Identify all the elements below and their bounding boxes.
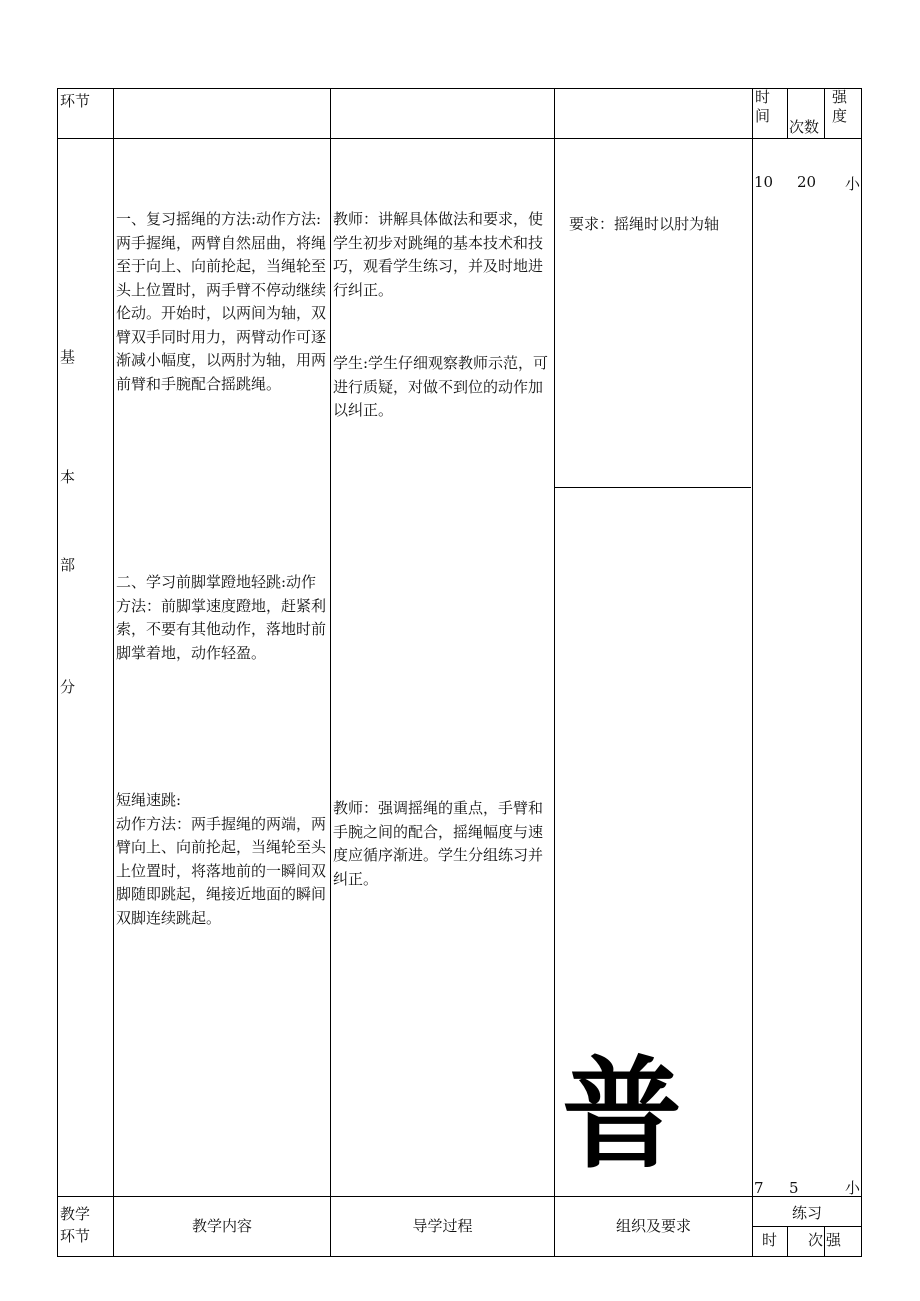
col-divider-5-footer bbox=[787, 1226, 788, 1256]
table-left-border bbox=[57, 88, 58, 1256]
metric-row1-count: 20 bbox=[797, 173, 817, 191]
section-label-char-4: 分 bbox=[60, 678, 76, 696]
metric-row2-time: 7 bbox=[754, 1179, 764, 1197]
footer-organization-label: 组织及要求 bbox=[615, 1217, 691, 1235]
footer-intensity-label: 强 bbox=[826, 1231, 842, 1249]
footer-count-label: 次 bbox=[808, 1231, 824, 1249]
footer-time-label: 时 bbox=[762, 1231, 778, 1249]
table-top-border bbox=[57, 88, 862, 89]
guide-student-1: 学生:学生仔细观察教师示范，可进行质疑，对做不到位的动作加以纠正。 bbox=[333, 354, 549, 419]
footer-top-border bbox=[57, 1196, 862, 1197]
col-divider-4 bbox=[752, 88, 753, 1256]
practice-split-line bbox=[752, 1226, 862, 1227]
org-requirement: 要求：摇绳时以肘为轴 bbox=[569, 215, 720, 233]
footer-guide-label: 导学过程 bbox=[412, 1217, 473, 1235]
content-item-3: 短绳速跳: 动作方法：两手握绳的两端，两臂向上、向前抡起，当绳轮至头上位置时，将落地前的一瞬间双脚随即跳起，绳接近地面的瞬间双脚连续跳起。 bbox=[116, 791, 327, 927]
col-divider-5-header bbox=[787, 88, 788, 138]
table-right-border bbox=[861, 88, 862, 1256]
content-item-1: 一、复习摇绳的方法:动作方法:两手握绳，两臂自然屈曲，将绳至于向上、向前抡起，当绳轮至头上位置时，两手臂不停动继续伦动。开始时，以两间为轴，双臂双手同时用力，两臂动作可逐渐减小幅度，以两肘为轴，用两前臂和手腕配合摇跳绳。 bbox=[116, 210, 327, 393]
col-divider-3 bbox=[554, 88, 555, 1256]
footer-practice-label: 练习 bbox=[791, 1204, 822, 1222]
header-bottom-border bbox=[57, 138, 862, 139]
content-item-2: 二、学习前脚掌蹬地轻跳:动作方法：前脚掌速度蹬地，赶紧利索，不要有其他动作，落地时前脚掌着地，动作轻盈。 bbox=[116, 573, 327, 662]
section-label-char-1: 基 bbox=[60, 348, 76, 366]
col-divider-6-footer bbox=[824, 1226, 825, 1256]
section-label-char-2: 本 bbox=[60, 468, 76, 486]
col-divider-6-header bbox=[824, 88, 825, 138]
guide-teacher-1: 教师：讲解具体做法和要求，使学生初步对跳绳的基本技术和技巧，观看学生练习，并及时地进行纠正。 bbox=[333, 210, 544, 299]
col-divider-2 bbox=[330, 88, 331, 1256]
header-section-label: 环节 bbox=[60, 92, 91, 110]
footer-section-label: 教学 环节 bbox=[60, 1205, 91, 1245]
col-divider-1 bbox=[113, 88, 114, 1256]
metric-row1-time: 10 bbox=[754, 173, 774, 191]
section-label-char-3: 部 bbox=[60, 556, 76, 574]
metric-row2-intensity: 小 bbox=[845, 1179, 861, 1197]
metric-row1-intensity: 小 bbox=[845, 175, 861, 193]
header-time-label: 时 间 bbox=[755, 88, 771, 125]
footer-content-label: 教学内容 bbox=[191, 1217, 252, 1235]
metric-row2-count: 5 bbox=[789, 1179, 799, 1197]
header-intensity-label: 强 度 bbox=[832, 88, 848, 125]
table-bottom-border bbox=[57, 1256, 862, 1257]
org-large-glyph: 普 bbox=[562, 1044, 682, 1185]
header-count-label: 次数 bbox=[789, 118, 820, 136]
org-split-line bbox=[554, 487, 751, 488]
guide-teacher-2: 教师：强调摇绳的重点，手臂和手腕之间的配合，摇绳幅度与速度应循序渐进。学生分组练习并纠正。 bbox=[333, 799, 544, 888]
